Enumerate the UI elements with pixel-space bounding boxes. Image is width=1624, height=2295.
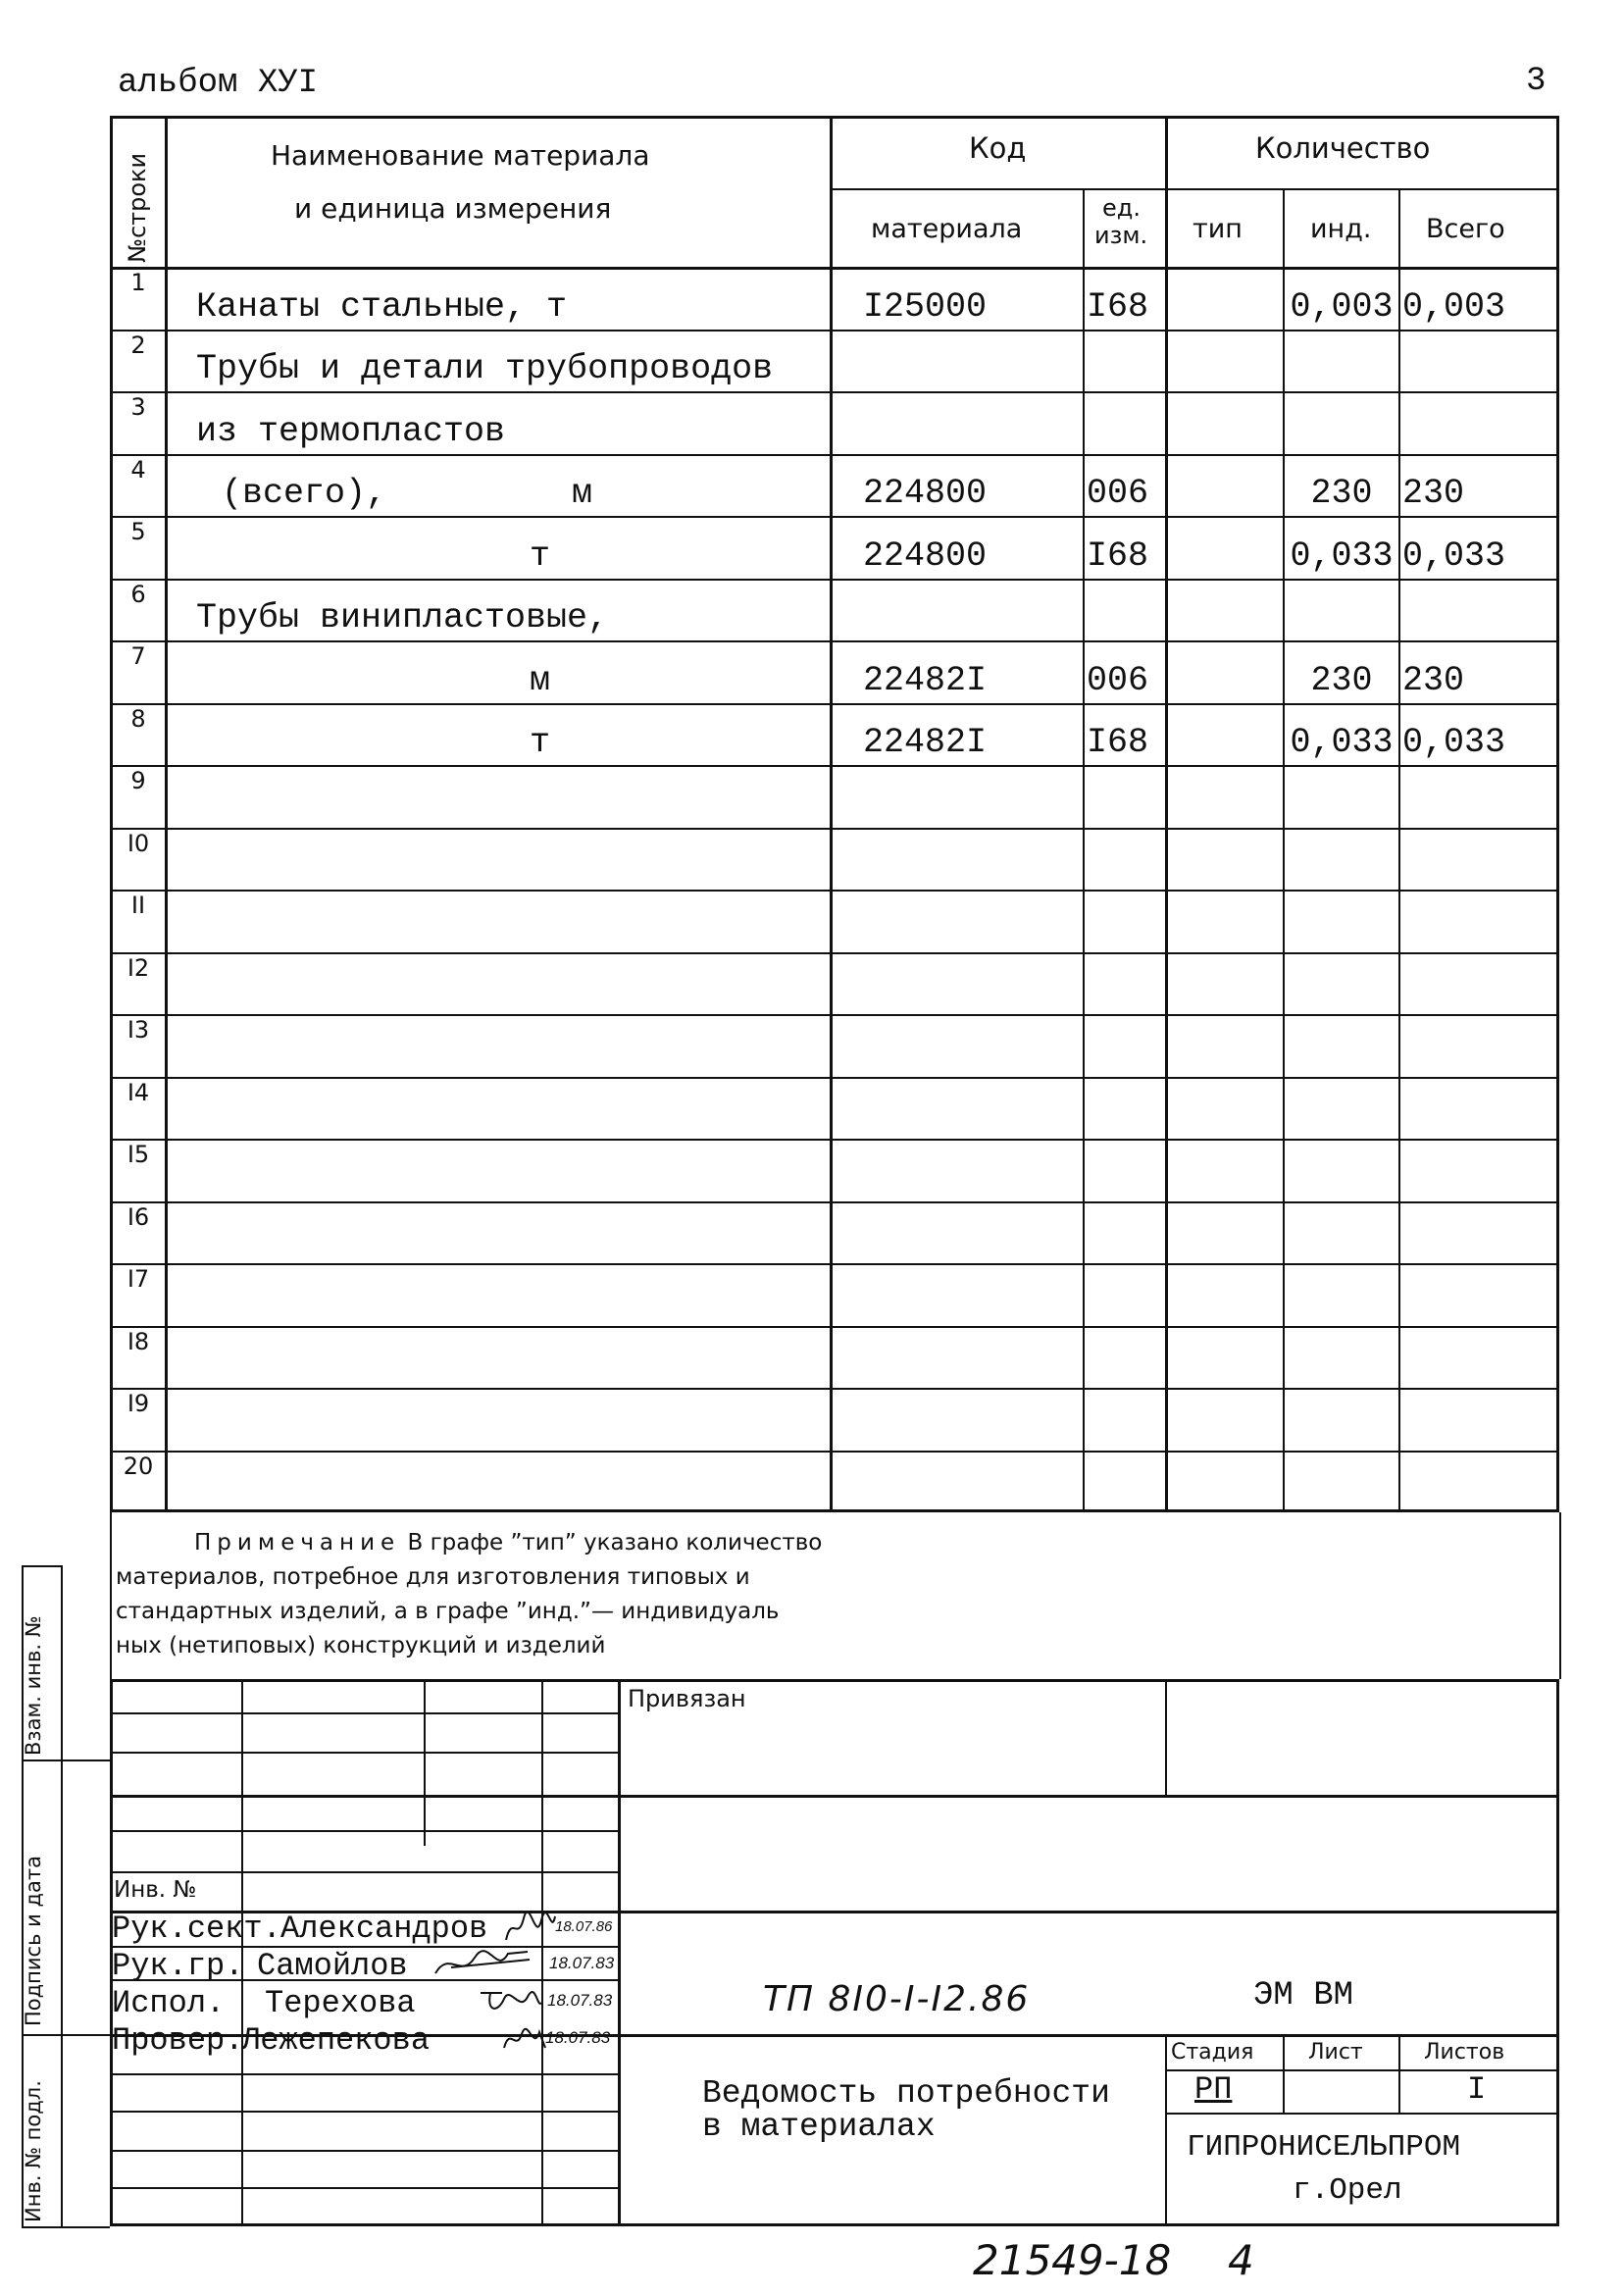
row-name: Канаты стальные, т [196, 286, 568, 327]
row-ind: 230 [1310, 474, 1373, 514]
quantity-header: Количество [1255, 131, 1431, 165]
row-type [1169, 1152, 1281, 1205]
row-ind: 0,003 [1290, 286, 1394, 327]
row-number: I5 [127, 1141, 150, 1168]
document-code: ТП 8I0-I-I2.86 [763, 1979, 1031, 2019]
row-total [1402, 779, 1557, 832]
row-unit-code [1087, 1028, 1163, 1081]
document-title-line2: в материалах [702, 2109, 936, 2145]
row-material-code: 224800 [863, 474, 988, 514]
row-unit-code [1087, 1152, 1163, 1205]
row-name [196, 1152, 824, 1205]
note-line4: ных (нетиповых) конструкций и изделий [116, 1633, 606, 1658]
row-name: т [530, 536, 551, 576]
row-name: Трубы винипластовые, [196, 598, 609, 638]
person-name-2: Самойлов [257, 1948, 408, 1984]
row-material-code [863, 966, 1079, 1019]
row-type [1169, 1028, 1281, 1081]
row-material-code [863, 1464, 1079, 1517]
row-number: 20 [123, 1452, 154, 1480]
side-label-inv-podl: Инв. № подл. [22, 2080, 45, 2222]
row-total [1402, 903, 1557, 956]
row-ind [1287, 842, 1396, 894]
row-type [1169, 1091, 1281, 1144]
row-total: 230 [1402, 660, 1465, 700]
note-line1: В графе ”тип” указано количество [407, 1530, 823, 1556]
row-name [196, 1402, 824, 1454]
row-ind [1287, 1277, 1396, 1330]
row-ind [1287, 1340, 1396, 1393]
page-number: 3 [1526, 63, 1547, 100]
row-number-header: №строки [124, 152, 151, 263]
row-ind [1287, 1028, 1396, 1081]
row-total [1402, 1152, 1557, 1205]
person-name-1: Александров [280, 1911, 488, 1947]
row-unit-code [1087, 1340, 1163, 1393]
row-total [1402, 1402, 1557, 1454]
row-material-code [863, 1402, 1079, 1454]
row-unit-code [1087, 779, 1163, 832]
material-header: материала [871, 214, 1023, 244]
row-total [1402, 1340, 1557, 1393]
row-material-code [863, 779, 1079, 832]
row-number: I6 [127, 1202, 150, 1231]
row-type [1169, 842, 1281, 894]
row-name: из термопластов [196, 411, 506, 451]
row-material-code: 22482I [863, 660, 988, 700]
row-type [1169, 530, 1281, 583]
row-ind [1287, 405, 1396, 458]
row-material-code [863, 592, 1079, 645]
row-number: II [130, 892, 146, 919]
row-material-code [863, 405, 1079, 458]
stage-value: РП [1194, 2071, 1233, 2108]
organization-line2: г.Орел [1293, 2173, 1402, 2208]
row-unit-code: 006 [1087, 474, 1149, 514]
row-material-code [863, 343, 1079, 396]
document-title-line1: Ведомость потребности [702, 2075, 1110, 2112]
code-header: Код [969, 131, 1027, 165]
row-material-code [863, 1091, 1079, 1144]
row-name [196, 966, 824, 1019]
sheets-label: Листов [1424, 2040, 1505, 2065]
row-name [196, 1091, 824, 1144]
row-type [1169, 1277, 1281, 1330]
row-type [1169, 405, 1281, 458]
note-line2: материалов, потребное для изготовления типовых и [116, 1564, 750, 1590]
unit-header-line1: ед. [1102, 194, 1141, 222]
signature-1-icon [502, 1909, 557, 1948]
row-unit-code [1087, 1464, 1163, 1517]
row-number: 7 [130, 642, 146, 670]
name-header-line1: Наименование материала [271, 139, 650, 172]
row-unit-code [1087, 903, 1163, 956]
row-number: I7 [127, 1265, 150, 1293]
row-total [1402, 343, 1557, 396]
row-ind: 0,033 [1290, 723, 1394, 763]
row-type [1169, 343, 1281, 396]
row-name: Трубы и детали трубопроводов [196, 349, 774, 389]
row-type [1169, 717, 1281, 770]
person-name-3: Терехова [265, 1985, 416, 2021]
row-unit-code: I68 [1087, 723, 1149, 763]
row-ind [1287, 343, 1396, 396]
row-name [196, 1464, 824, 1517]
person-date-3: 18.07.83 [547, 1991, 613, 2010]
row-ind: 0,033 [1290, 536, 1394, 576]
row-unit-code [1087, 405, 1163, 458]
row-type [1169, 1464, 1281, 1517]
row-unit-code: 006 [1087, 660, 1149, 700]
note-line3: стандартных изделий, а в графе ”инд.”— индивидуаль [116, 1599, 780, 1624]
row-unit-code: I68 [1087, 536, 1149, 576]
document-mark: ЭМ ВМ [1253, 1977, 1354, 2014]
side-label-vzam: Взам. инв. № [22, 1615, 45, 1756]
row-total [1402, 1277, 1557, 1330]
row-unit-code [1087, 592, 1163, 645]
row-material-code: I25000 [863, 286, 988, 327]
row-ind [1287, 966, 1396, 1019]
row-material-code [863, 842, 1079, 894]
row-total: 0,003 [1402, 286, 1506, 327]
type-header: тип [1193, 214, 1243, 244]
row-number: 2 [130, 331, 146, 359]
total-header: Всего [1426, 214, 1505, 244]
row-ind [1287, 903, 1396, 956]
row-material-code [863, 1152, 1079, 1205]
row-unit-code [1087, 1277, 1163, 1330]
row-type [1169, 966, 1281, 1019]
organization-line1: ГИПРОНИСЕЛЬПРОМ [1187, 2130, 1461, 2165]
row-name [196, 1215, 824, 1268]
person-date-2: 18.07.83 [549, 1954, 615, 1972]
row-type [1169, 654, 1281, 707]
row-total [1402, 1464, 1557, 1517]
unit-header-line2: изм. [1094, 222, 1148, 249]
row-unit-code [1087, 1402, 1163, 1454]
note [116, 1526, 822, 1663]
inv-number-label: Инв. № [114, 1877, 197, 1903]
row-ind [1287, 1152, 1396, 1205]
row-type [1169, 1215, 1281, 1268]
row-number: I3 [127, 1016, 150, 1044]
ind-header: инд. [1310, 214, 1372, 244]
signature-4-icon [500, 2022, 547, 2056]
signature-3-icon [477, 1983, 543, 2018]
row-number: 6 [130, 580, 146, 608]
row-type [1169, 1402, 1281, 1454]
row-material-code [863, 1215, 1079, 1268]
row-ind [1287, 1464, 1396, 1517]
row-type [1169, 468, 1281, 521]
person-date-4: 18.07.83 [545, 2028, 611, 2047]
footer-number: 21549-18 [973, 2236, 1172, 2284]
row-name [196, 779, 824, 832]
row-total: 230 [1402, 474, 1465, 514]
row-total [1402, 966, 1557, 1019]
row-unit-code [1087, 842, 1163, 894]
sheets-value: I [1467, 2071, 1487, 2108]
person-role-1: Рук.сект. [112, 1911, 281, 1947]
row-number: 1 [130, 269, 146, 296]
row-number: 3 [130, 393, 146, 421]
person-role-2: Рук.гр. [112, 1948, 244, 1984]
row-number: 5 [130, 518, 146, 545]
person-name-4: Лежепекова [241, 2022, 431, 2059]
row-type [1169, 1340, 1281, 1393]
row-unit-code [1087, 966, 1163, 1019]
signature-2-icon [431, 1946, 537, 1981]
row-total [1402, 405, 1557, 458]
row-material-code: 22482I [863, 723, 988, 763]
row-ind [1287, 779, 1396, 832]
row-type [1169, 280, 1281, 333]
row-number: 9 [130, 767, 146, 794]
row-total: 0,033 [1402, 536, 1506, 576]
sheet-label: Лист [1308, 2040, 1363, 2065]
row-ind [1287, 1091, 1396, 1144]
row-unit-code [1087, 343, 1163, 396]
row-name [196, 1277, 824, 1330]
row-name: м [530, 660, 551, 700]
row-unit-code [1087, 1215, 1163, 1268]
row-number: I0 [127, 829, 150, 857]
row-total [1402, 1028, 1557, 1081]
person-role-3: Испол. [112, 1985, 226, 2021]
row-name [196, 1340, 824, 1393]
row-ind [1287, 592, 1396, 645]
row-material-code [863, 903, 1079, 956]
row-name [196, 903, 824, 956]
row-material-code [863, 1277, 1079, 1330]
row-unit-code: I68 [1087, 286, 1149, 327]
footer-page: 4 [1228, 2236, 1254, 2284]
row-unit-code [1087, 1091, 1163, 1144]
row-total [1402, 592, 1557, 645]
name-header-line2: и единица измерения [294, 192, 612, 225]
side-label-podpis: Подпись и дата [22, 1856, 45, 2026]
row-total [1402, 1215, 1557, 1268]
row-material-code [863, 1028, 1079, 1081]
note-label: Примечание [194, 1530, 401, 1556]
row-ind [1287, 1402, 1396, 1454]
row-number: 4 [130, 455, 146, 484]
row-type [1169, 903, 1281, 956]
row-number: I4 [127, 1078, 150, 1106]
row-material-code [863, 1340, 1079, 1393]
row-total: 0,033 [1402, 723, 1506, 763]
row-type [1169, 592, 1281, 645]
row-number: I9 [127, 1390, 150, 1417]
row-total [1402, 842, 1557, 894]
row-name: (всего), м [222, 474, 593, 514]
row-number: I8 [127, 1327, 150, 1355]
row-name: т [530, 723, 551, 763]
person-role-4: Провер. [112, 2022, 244, 2059]
row-type [1169, 779, 1281, 832]
row-ind: 230 [1310, 660, 1373, 700]
row-total [1402, 1091, 1557, 1144]
row-number: 8 [130, 704, 146, 733]
stage-label: Стадия [1171, 2040, 1254, 2065]
album-title: альбом ХУI [118, 65, 319, 102]
row-name [196, 1028, 824, 1081]
row-number: I2 [127, 953, 150, 982]
attached-label: Привязан [628, 1685, 746, 1712]
person-date-1: 18.07.86 [555, 1918, 613, 1935]
row-material-code: 224800 [863, 536, 988, 576]
row-name [196, 842, 824, 894]
row-ind [1287, 1215, 1396, 1268]
